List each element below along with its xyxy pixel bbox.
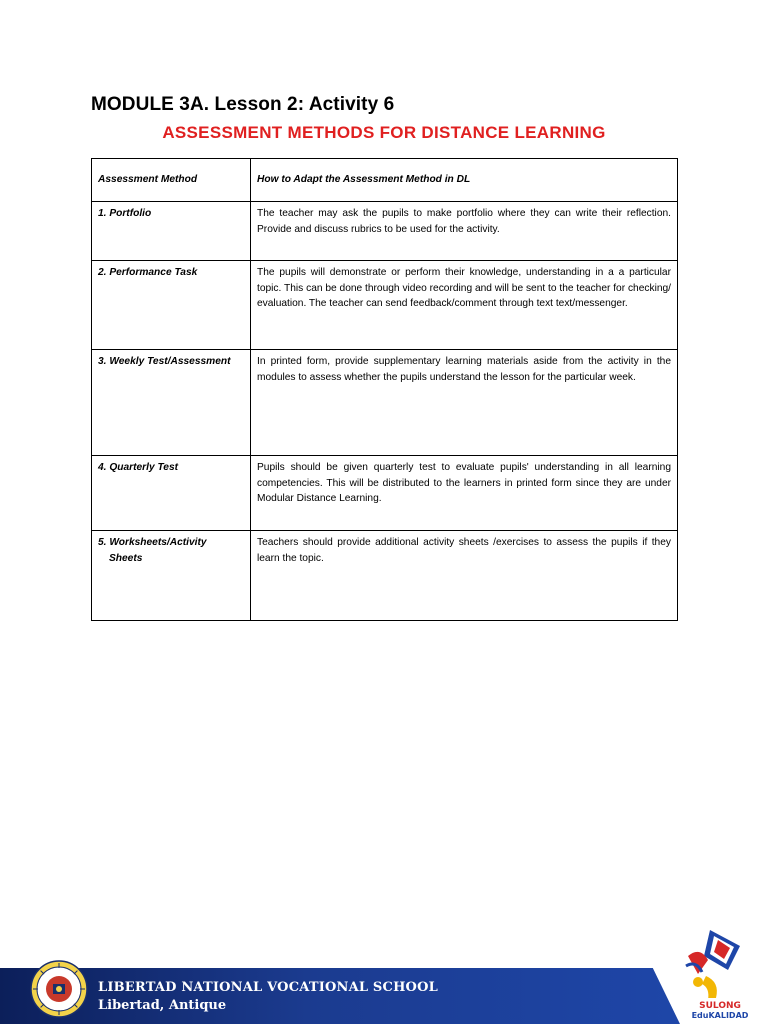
footer <box>0 960 768 1024</box>
how-cell: In printed form, provide supplementary learning materials aside from the activity in the modules to assess whether the pupils understand the lesson for the particular week. <box>251 350 678 456</box>
how-cell: Teachers should provide additional activity sheets /exercises to assess the pupils if they learn the topic. <box>251 531 678 621</box>
school-location: Libertad, Antique <box>98 998 227 1013</box>
how-cell: The pupils will demonstrate or perform their knowledge, understanding in a a particular topic. This can be done through video recording and will be sent to the teacher for checking/ evaluation. The teacher can send feedback/comment through text text/messenger. <box>251 261 678 350</box>
assessment-table <box>91 158 678 621</box>
method-cell: 2. Performance Task <box>92 261 251 350</box>
table-row <box>92 350 678 456</box>
table-row <box>92 261 678 350</box>
method-label: 5. Worksheets/Activity <box>98 537 207 548</box>
header-assessment-method: Assessment Method <box>92 159 251 202</box>
method-cell: 1. Portfolio <box>92 202 251 261</box>
header-how-to-adapt: How to Adapt the Assessment Method in DL <box>251 159 678 202</box>
sulong-edukalidad-logo <box>680 926 760 1022</box>
svg-text:SULONG: SULONG <box>699 1001 741 1011</box>
method-cell <box>92 531 251 621</box>
table-header-row <box>92 159 678 202</box>
document-title: ASSESSMENT METHODS FOR DISTANCE LEARNING <box>162 123 606 142</box>
how-cell: The teacher may ask the pupils to make portfolio where they can write their reflection. Provide and discuss rubrics to be used for the activity. <box>251 202 678 261</box>
method-label-continued: Sheets <box>109 552 143 564</box>
method-cell: 3. Weekly Test/Assessment <box>92 350 251 456</box>
footer-band <box>0 968 680 1024</box>
table-row <box>92 456 678 531</box>
school-name: LIBERTAD NATIONAL VOCATIONAL SCHOOL <box>98 980 438 995</box>
how-cell: Pupils should be given quarterly test to evaluate pupils' understanding in all learning competencies. This will be distributed to the learners in printed form since they are under Modular Distance Learning. <box>251 456 678 531</box>
table-row <box>92 202 678 261</box>
school-seal-icon <box>30 960 88 1018</box>
svg-text:EduKALIDAD: EduKALIDAD <box>691 1011 749 1020</box>
module-title: MODULE 3A. Lesson 2: Activity 6 <box>91 94 395 115</box>
method-cell: 4. Quarterly Test <box>92 456 251 531</box>
table-row <box>92 531 678 621</box>
